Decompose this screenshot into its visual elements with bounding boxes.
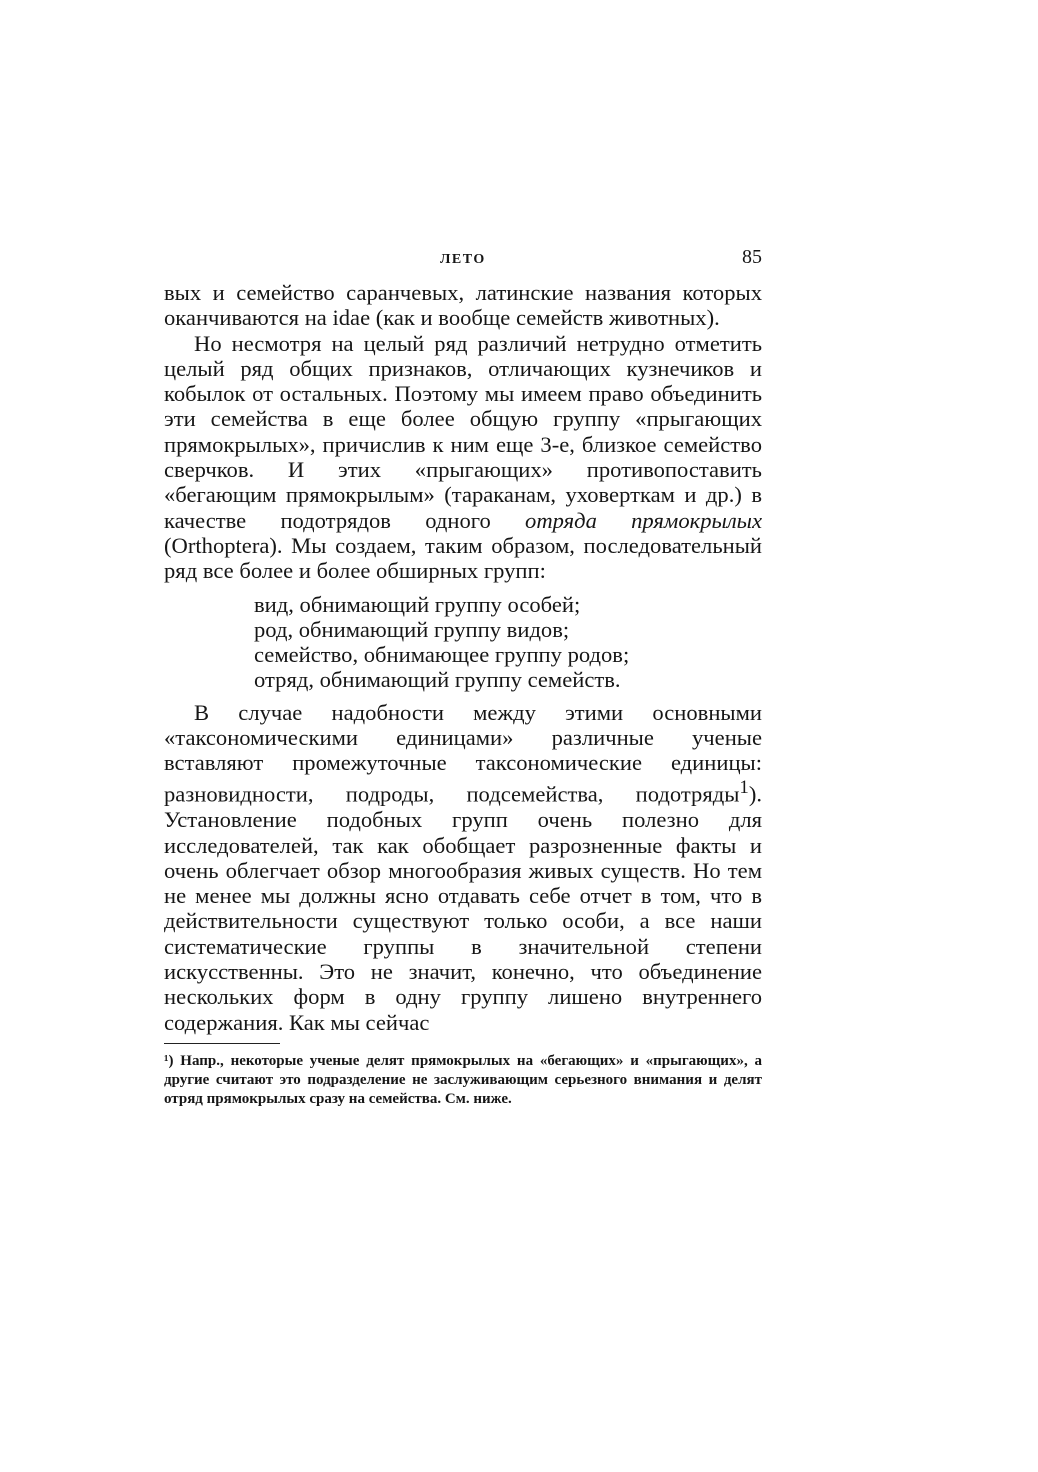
page-number: 85 [742, 246, 762, 268]
list-item: род, обнимающий группу видов; [254, 616, 570, 642]
paragraph-text: ). Установление подобных групп очень полезно для исследователей, так как обобщает разрозненные факты и очень облегчает обзор многообразия живых существ. Но тем не менее мы должны ясно отдавать себе отчет в том, что в действительности существуют только особи, а все наши систематические группы в значительной степени искусственны. Это не значит, конечно, что объединение нескольких форм в одну группу лишено внутреннего содержания. Как мы сейчас [164, 781, 762, 1035]
paragraph-groups [164, 331, 762, 584]
running-head [164, 246, 762, 280]
list-item: отряд, обнимающий группу семейств. [254, 666, 621, 692]
paragraph-text: Но несмотря на целый ряд различий нетрудно отметить целый ряд общих признаков, отличающих кузнечиков и кобылок от остальных. Поэтому мы имеем право объединить эти семейства в еще более общую группу «прыгающих прямокрылых», причислив к ним еще 3-е, близкое семейство сверчков. И этих «прыгающих» противопоставить «бегающим прямокрылым» (тараканам, уховерткам и др.) в качестве подотрядов одного [164, 330, 762, 533]
paragraph-text: В случае надобности между этими основными «таксономическими единицами» различные ученые вставляют промежуточные таксономические единицы: разновидности, подроды, подсемейства, подотряды [164, 699, 762, 807]
list-item: семейство, обнимающее группу родов; [254, 641, 630, 667]
paragraph-taxonomic-units [164, 700, 762, 1035]
running-title: ЛЕТО [440, 252, 486, 267]
paragraph-continued: вых и семейство саранчевых, латинские названия которых оканчиваются на idae (как и вообще семейств животных). [164, 280, 762, 331]
footnote-marker: ¹) [164, 1052, 174, 1069]
italic-term: отряда прямокрылых [525, 507, 762, 533]
book-page [164, 246, 762, 1109]
body-text [164, 280, 762, 584]
footnote-text: Напр., некоторые ученые делят прямокрылых на «бегающих» и «прыгающих», а другие считают это подразделение не заслуживающим серьезного внимания и делят отряд прямокрылых сразу на семейства. См. ниже. [164, 1052, 762, 1107]
body-text [164, 700, 762, 1035]
footnote [164, 1052, 762, 1109]
paragraph-text: (Orthoptera). Мы создаем, таким образом, последовательный ряд все более и более обширных групп: [164, 532, 762, 584]
taxonomy-list [254, 592, 762, 692]
footnote-divider [164, 1043, 280, 1044]
footnote-reference: 1 [739, 777, 749, 799]
list-item: вид, обнимающий группу особей; [254, 591, 581, 617]
